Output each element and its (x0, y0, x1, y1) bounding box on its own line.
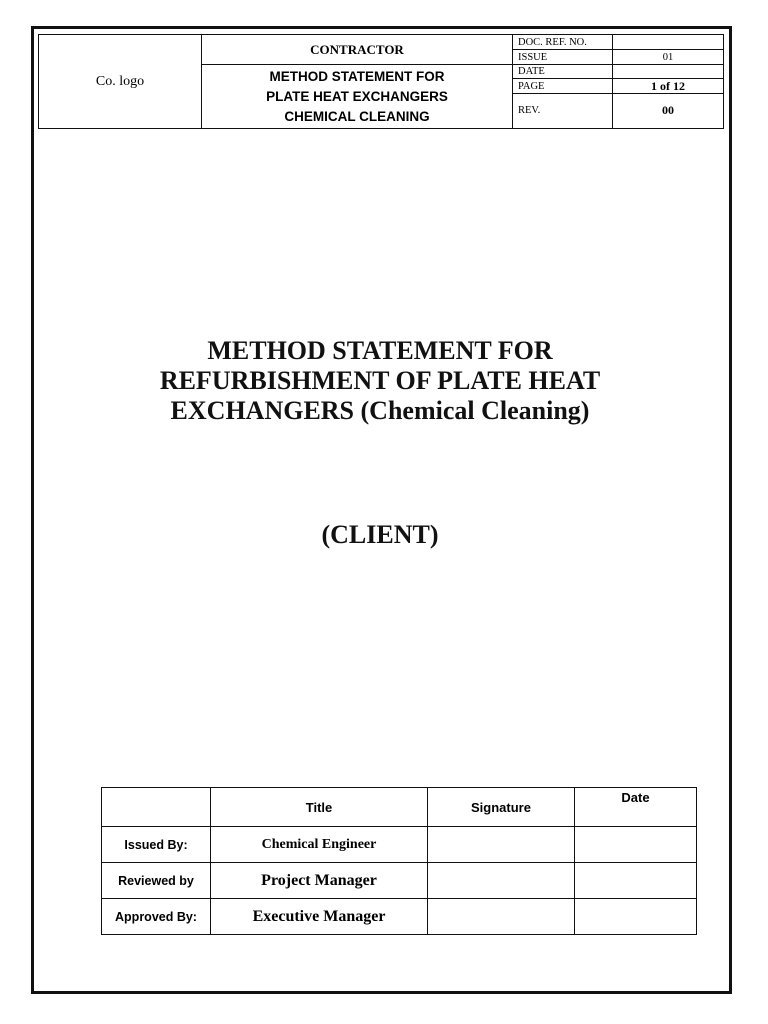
main-title-line: METHOD STATEMENT FOR (207, 336, 553, 365)
company-logo-placeholder: Co. logo (39, 35, 202, 129)
signoff-date (575, 863, 697, 899)
page-value: 1 of 12 (613, 79, 724, 93)
main-title (60, 336, 700, 426)
signoff-header-row (102, 788, 697, 827)
method-title-line: PLATE HEAT EXCHANGERS (266, 88, 448, 104)
main-title-line: REFURBISHMENT OF PLATE HEAT (159, 366, 601, 395)
signoff-table (101, 787, 697, 935)
table-row (102, 863, 697, 899)
signoff-signature (428, 827, 575, 863)
contractor-name: CONTRACTOR (202, 35, 513, 65)
signoff-role: Issued By: (102, 827, 211, 863)
main-title-line: EXCHANGERS (Chemical Cleaning) (170, 396, 590, 425)
signoff-header-signature: Signature (428, 788, 575, 827)
signoff-role: Reviewed by (102, 863, 211, 899)
client-name: (CLIENT) (321, 520, 439, 549)
signoff-signature (428, 899, 575, 935)
table-row (102, 899, 697, 935)
doc-ref-value (613, 35, 724, 50)
document-header-table (38, 34, 724, 129)
issue-value: 01 (613, 50, 724, 65)
page-label: PAGE (513, 79, 613, 93)
issue-label: ISSUE (513, 50, 613, 65)
signoff-header-blank (102, 788, 211, 827)
table-row (102, 827, 697, 863)
rev-label: REV. (513, 93, 613, 128)
signoff-date (575, 827, 697, 863)
signoff-signature (428, 863, 575, 899)
method-title-line: METHOD STATEMENT FOR (269, 68, 445, 84)
signoff-title: Chemical Engineer (211, 827, 428, 863)
signoff-title: Executive Manager (211, 899, 428, 935)
signoff-date (575, 899, 697, 935)
signoff-header-title: Title (211, 788, 428, 827)
date-label: DATE (513, 65, 613, 79)
signoff-title: Project Manager (211, 863, 428, 899)
signoff-role: Approved By: (102, 899, 211, 935)
doc-ref-label: DOC. REF. NO. (513, 35, 613, 50)
signoff-header-date: Date (575, 788, 697, 827)
method-title-line: CHEMICAL CLEANING (284, 108, 430, 124)
method-statement-title (202, 65, 513, 129)
rev-value: 00 (613, 93, 724, 128)
date-value (613, 65, 724, 79)
